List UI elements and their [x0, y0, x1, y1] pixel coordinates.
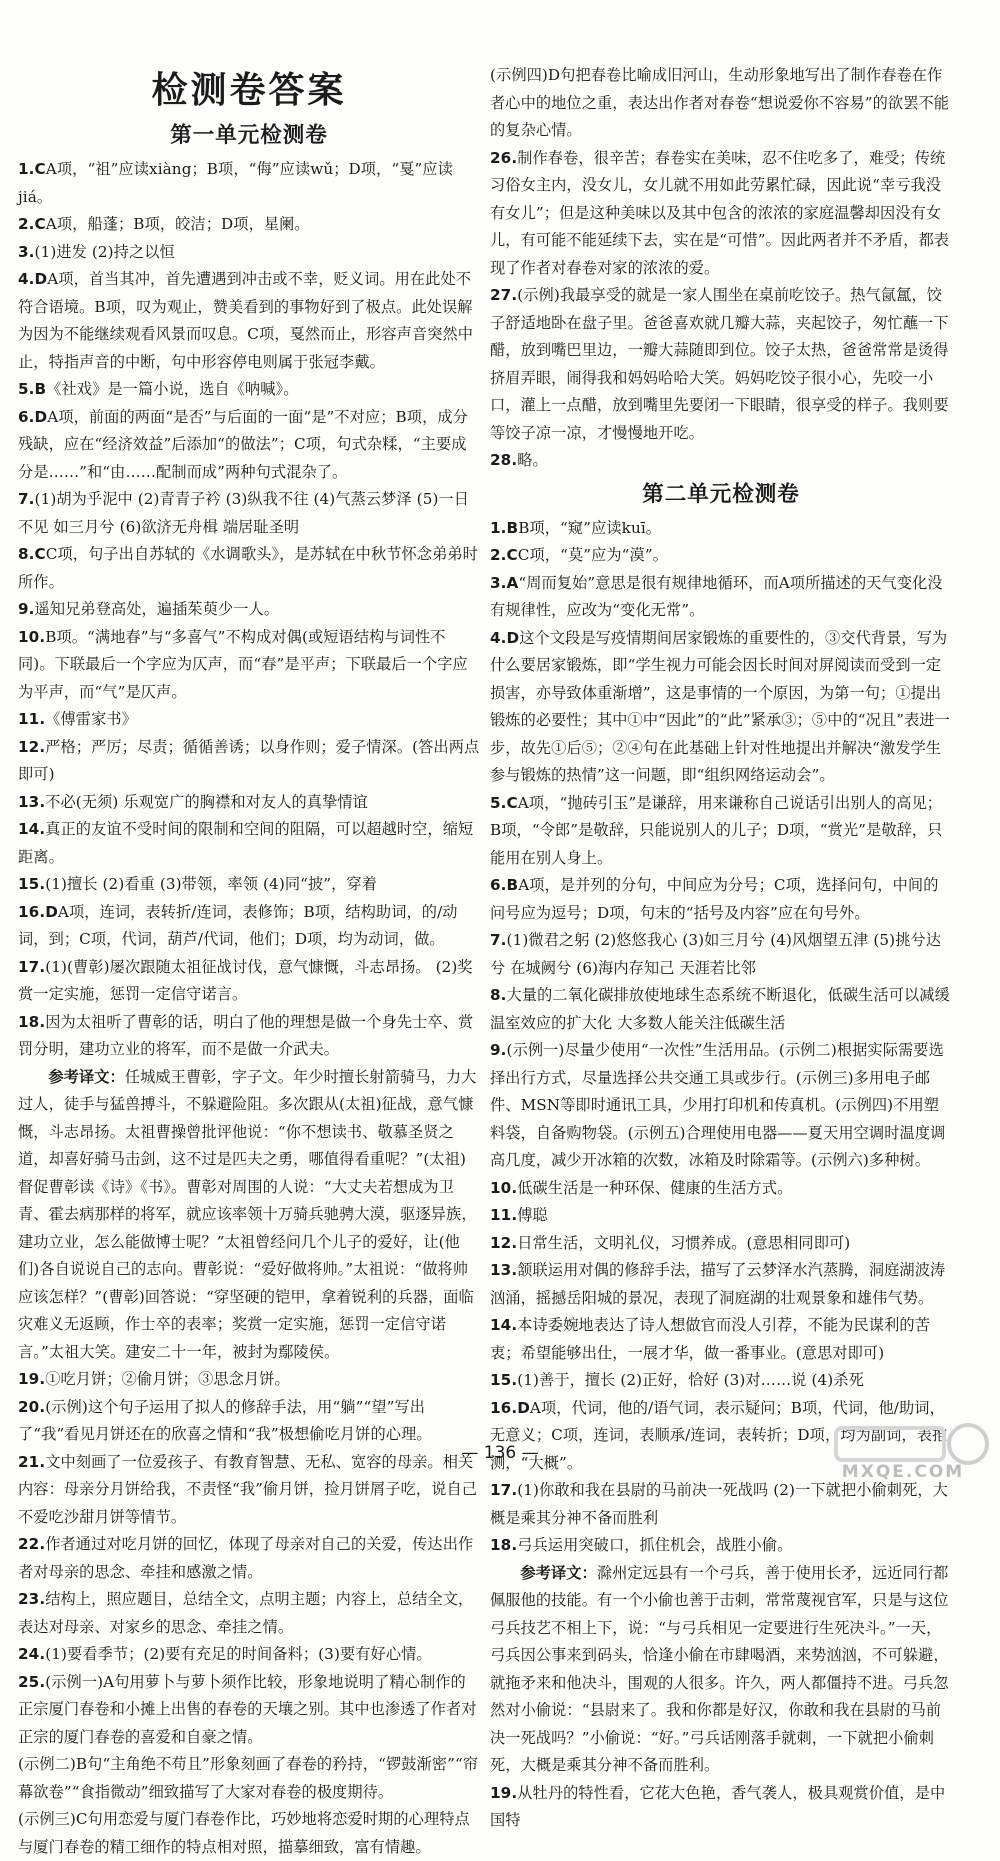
answer-item [18, 899, 480, 954]
answer-number: 26. [490, 148, 518, 167]
answer-text: 从牡丹的特性看，它花大色艳，香气袭人，极具观赏价值，是中国特 [490, 1783, 946, 1829]
answer-number: 14. [18, 820, 46, 838]
answer-number: 12. [18, 737, 46, 756]
answer-text: (1)你敢和我在县尉的马前决一死战吗 (2)一下就把小偷刺死，大概是乘其分神不备而胜利 [490, 1481, 948, 1527]
page-number: — 136 — [461, 1443, 539, 1463]
unit2-answer-list [490, 515, 952, 1560]
answer-text: A项，前面的两面“是否”与后面的一面“是”不对应；B项，成分残缺，应在“经济效益”后添加“的做法”；C项，句式杂糅，“主要成分是……”和“由……配制而成”两种句式混杂了。 [18, 407, 468, 481]
answer-text: 制作春卷，很辛苦；春卷实在美味，忍不住吃多了，难受；传统习俗女主内，没女儿，女儿就不用如此劳累忙碌，因此说“幸亏我没有女儿”；但是这种美味以及其中包含的浓浓的家庭温馨却因没有女儿，有可能不能延续下去，实在是“可惜”。因此两者并不矛盾，都表现了作者对春卷对家的浓浓的爱。 [490, 148, 950, 277]
answer-number: 11. [18, 710, 46, 728]
answer-text: (1)微君之躬 (2)悠悠我心 (3)如三月兮 (4)风烟望五津 (5)挑兮达兮 在城阙兮 (6)海内存知己 天涯若比邻 [490, 931, 942, 977]
answer-text: (示例)这个句子运用了拟人的修辞手法，用“躺”“望”写出了“我”看见月饼还在的欣喜之情和“我”极想偷吃月饼的心理。 [18, 1397, 432, 1443]
answer-item [490, 145, 952, 283]
answer-number: 2.C [18, 215, 46, 233]
answer-text: “周而复始”意思是很有规律地循环，而A项所描述的天气变化没有规律性，应改为“变化无常”。 [490, 573, 943, 619]
answer-text: 《社戏》是一篇小说，选自《呐喊》。 [46, 380, 299, 398]
answer-item [18, 1751, 480, 1806]
answer-text: (示例一)A句用萝卜与萝卜须作比较，形象地说明了精心制作的正宗厦门春卷和小摊上出售的春卷的天壤之别。其中也渗透了作者对正宗的厦门春卷的喜爱和自豪之情。 [18, 1672, 477, 1746]
answer-number: 2.C [490, 546, 518, 564]
answer-number: 14. [490, 1316, 518, 1334]
answer-item [490, 282, 952, 447]
answer-number: 19. [18, 1370, 46, 1388]
answer-item [18, 789, 480, 817]
answer-item [490, 515, 952, 543]
answer-item [18, 734, 480, 789]
answer-text: 因为太祖听了曹彰的话，明白了他的理想是做一个身先士卒、赏罚分明，建功立业的将军，而不是做一介武夫。 [18, 1012, 474, 1058]
answer-number: 8.C [18, 545, 46, 563]
answer-item [18, 156, 480, 211]
answer-item [490, 542, 952, 570]
answer-text: ①吃月饼；②偷月饼；③思念月饼。 [45, 1370, 290, 1388]
answer-number: 10. [18, 627, 46, 646]
answer-text: B项，“窥”应读kuī。 [518, 518, 662, 537]
answer-item [490, 62, 952, 145]
answer-item [18, 376, 480, 404]
answer-number: 19. [490, 1783, 518, 1802]
answer-text: A项，“抛砖引玉”是谦辞，用来谦称自己说话引出别人的高见；B项，“令郎”是敬辞，只能说别人的儿子；D项，“赏光”是敬辞，只能用在别人身上。 [490, 793, 943, 867]
answer-item [18, 1394, 480, 1449]
answer-item [490, 872, 952, 927]
answer-number: 22. [18, 1535, 46, 1553]
answer-text: C项，“莫”应为“漠”。 [517, 546, 668, 564]
answer-number: 20. [18, 1397, 46, 1416]
answer-text: 《傅雷家书》 [45, 710, 137, 728]
answer-item [490, 1202, 952, 1230]
answer-item [18, 486, 480, 541]
unit2-title: 第二单元检测卷 [642, 481, 800, 507]
unit1-answer-list [18, 156, 480, 1064]
answer-item [490, 790, 952, 873]
answer-number: 11. [490, 1206, 518, 1224]
answer-item [490, 927, 952, 982]
answer-number: 3.A [490, 573, 519, 592]
answer-number: 7. [490, 931, 507, 949]
answer-number: 1.C [18, 160, 46, 178]
answer-text: A项，代词，他的/语气词，表示疑问；B项，代词，他/助词，无意义；C项，连词，表顺承/连词，表转折；D项，均为副词，表推测，“大概”。 [490, 1398, 948, 1472]
unit1-answer-list-end [490, 62, 952, 475]
answer-number: 15. [490, 1371, 518, 1389]
answer-text: 文中刻画了一位爱孩子、有教育智慧、无私、宽容的母亲。相关内容：母亲分月饼给我，不责怪“我”偷月饼，捡月饼屑子吃，说自己不爱吃沙甜月饼等情节。 [18, 1452, 478, 1526]
left-column [18, 62, 480, 1861]
answer-text: 严格；严厉；尽责；循循善诱；以身作则；爱子情深。(答出两点即可) [18, 737, 480, 783]
answer-item [18, 1641, 480, 1669]
answer-item [18, 1009, 480, 1064]
answer-number: 18. [18, 1012, 46, 1031]
answer-text: B项。“满地春”与“多喜气”不构成对偶(或短语结构与词性不同)。下联最后一个字应为仄声，而“春”是平声；下联最后一个字应为平声，而“气”是仄声。 [18, 627, 468, 701]
answer-item [490, 1367, 952, 1395]
answer-number: 23. [18, 1590, 46, 1608]
answer-item [490, 982, 952, 1037]
answer-text: C项，句子出自苏轼的《水调歌头》，是苏轼在中秋节怀念弟弟时所作。 [18, 545, 478, 591]
answer-text: 结构上，照应题目，总结全文，点明主题；内容上，总结全文，表达对母亲、对家乡的思念、牵挂之情。 [18, 1590, 474, 1636]
unit1-title: 第一单元检测卷 [170, 123, 328, 148]
answer-number: 8. [490, 986, 507, 1004]
answer-number: 4.D [18, 270, 48, 288]
answer-text: A项，“祖”应读xiàng；B项，“侮”应读wǔ；D项，“戛”应读jiá。 [18, 160, 453, 206]
answer-text: (示例三)C句用恋爱与厦门春卷作比，巧妙地将恋爱时期的心理特点与厦门春卷的精工细作的特点相对照，描摹细致，富有情趣。 [18, 1810, 470, 1856]
answer-item [18, 816, 480, 871]
answer-item [490, 1780, 952, 1835]
answer-number: 4.D [490, 628, 520, 647]
answer-number: 21. [18, 1452, 46, 1471]
answer-number: 5.B [18, 380, 47, 398]
unit2-translation [490, 1560, 952, 1780]
answer-text: 弓兵运用突破口，抓住机会，战胜小偷。 [517, 1536, 793, 1554]
answer-item [18, 211, 480, 239]
watermark-text: MXQE.COM [841, 1462, 965, 1482]
answer-item [490, 1037, 952, 1175]
right-column [490, 62, 952, 1835]
answer-number: 9. [490, 1041, 507, 1059]
answer-item [490, 1312, 952, 1367]
answer-text: (1)(曹彰)屡次跟随太祖征战讨伐，意气慷慨，斗志昂扬。 (2)奖赏一定实施，惩罚一定信守诺言。 [18, 957, 473, 1003]
answer-number: 7. [18, 490, 35, 508]
unit1-answer-list-continued [18, 1366, 480, 1861]
translation-label: 参考译文： [48, 1067, 125, 1086]
answer-number: 9. [18, 600, 35, 618]
answer-text: A项，船蓬；B项，皎洁；D项，星阑。 [45, 215, 310, 233]
answer-number: 6.B [490, 876, 519, 894]
unit1-translation [18, 1064, 480, 1367]
answer-text: 这个文段是写疫情期间居家锻炼的重要性的，③交代背景，写为什么要居家锻炼，即“学生视力可能会因长时间对屏阅读而受到一定损害，亦导致体重渐增”，这是事情的一个原因，为第一句；①提出锻炼的必要性；其中①中“因此”的“此”紧承③；⑤中的“况且”表进一步，故先①后⑤；②④句在此基础上针对性地提出并解决“激发学生参与锻炼的热情”这一问题，即“组织网络运动会”。 [490, 628, 950, 784]
answer-text: (1)进发 (2)持之以恒 [34, 242, 175, 261]
answer-number: 15. [18, 875, 46, 893]
answer-text: 遥知兄弟登高处，遍插茱萸少一人。 [34, 600, 280, 618]
answer-item [18, 596, 480, 624]
answer-text: 略。 [517, 451, 548, 469]
answer-number: 28. [490, 451, 518, 469]
answer-number: 16.D [18, 902, 58, 921]
answer-item [18, 871, 480, 899]
answer-text: (1)胡为乎泥中 (2)青青子衿 (3)纵我不往 (4)气蒸云梦泽 (5)一日不见 如三月兮 (6)欲济无舟楫 端居耻圣明 [18, 490, 470, 536]
answer-text: A项，连词，表转折/连词，表修饰；B项，结构助词，的/动词，到；C项，代词，葫芦/代词，他们；D项，均为动词，做。 [18, 902, 458, 948]
answer-item [490, 1532, 952, 1560]
answer-item [18, 404, 480, 487]
answer-text: 真正的友谊不受时间的限制和空间的阻隔，可以超越时空，缩短距离。 [18, 820, 474, 866]
answer-item [18, 1586, 480, 1641]
answer-number: 12. [490, 1233, 518, 1252]
answer-text: (示例四)D句把春卷比喻成旧河山，生动形象地写出了制作春卷在作者心中的地位之重，表达出作者对春卷“想说爱你不容易”的欲罢不能的复杂心情。 [490, 66, 950, 139]
answer-number: 10. [490, 1178, 518, 1197]
answer-number: 17. [490, 1481, 518, 1499]
answer-number: 25. [18, 1672, 46, 1691]
answer-item [490, 1175, 952, 1203]
answer-text: 低碳生活是一种环保、健康的生活方式。 [517, 1178, 793, 1197]
page-title: 检测卷答案 [151, 70, 347, 111]
answer-item [18, 624, 480, 707]
answer-item [18, 1531, 480, 1586]
answer-item [490, 1477, 952, 1532]
answer-number: 1.B [490, 518, 519, 537]
translation-text: 滁州定远县有一个弓兵，善于使用长矛，远近同行都佩服他的技能。有一个小偷也善于击刺，常常蔑视官军，只是与这位弓兵技艺不相上下，说：“与弓兵相见一定要进行生死决斗。”一天，弓兵因公事来到码头，恰逢小偷在市肆喝酒，来势汹汹，不可躲避，就拖矛来和他决斗，围观的人很多。许久，两人都僵持不进。弓兵忽然对小偷说：“县尉来了。我和你都是好汉，你敢和我在县尉的马前决一死战吗？”小偷说：“好。”弓兵话刚落手就刺，一下就把小偷刺死，大概是乘其分神不备而胜利。 [490, 1563, 949, 1774]
answer-number: 13. [18, 792, 46, 811]
answer-text: (1)擅长 (2)看重 (3)带领，率领 (4)同“披”，穿着 [45, 875, 378, 893]
answer-item [490, 447, 952, 475]
answer-item [18, 954, 480, 1009]
answer-item [490, 570, 952, 625]
translation-label: 参考译文： [520, 1563, 597, 1582]
answer-item [18, 239, 480, 267]
answer-item [18, 1366, 480, 1394]
answer-text: (示例)我最享受的就是一家人围坐在桌前吃饺子。热气氤氲，饺子舒适地卧在盘子里。爸爸喜欢就几瓣大蒜，夹起饺子，匆忙蘸一下醋，放到嘴巴里边，一瓣大蒜随即到位。饺子太热，爸爸常常是烫得挤眉弄眼，闹得我和妈妈哈哈大笑。妈妈吃饺子很小心，先咬一小口，灌上一点醋，放到嘴里先要闭一下眼睛，很享受的样子。我则要等饺子凉一凉，才慢慢地开吃。 [490, 286, 949, 442]
answer-text: (1)要看季节；(2)要有充足的时间备料；(3)要有好心情。 [45, 1645, 432, 1663]
answer-number: 3. [18, 242, 35, 261]
answer-number: 17. [18, 957, 46, 976]
answer-number: 5.C [490, 793, 518, 812]
answer-text: 傅聪 [517, 1206, 548, 1224]
answer-text: 作者通过对吃月饼的回忆，体现了母亲对自己的关爱，传达出作者对母亲的思念、牵挂和感激之情。 [18, 1535, 474, 1581]
answer-number: 18. [490, 1536, 518, 1554]
answer-item [18, 266, 480, 376]
answer-item [490, 625, 952, 790]
answer-item [18, 541, 480, 596]
answer-item [18, 1669, 480, 1752]
answer-text: (1)善于，擅长 (2)正好，恰好 (3)对……说 (4)杀死 [517, 1371, 864, 1389]
answer-text: A项，首当其冲，首先遭遇到冲击或不幸，贬义词。用在此处不符合语境。B项，叹为观止，赞美看到的事物好到了极点。此处误解为因为不能继续观看风景而叹息。C项，戛然而止，形容声音突然中止，特指声音的中断，句中形容停电则属于张冠李戴。 [18, 270, 474, 371]
answer-number: 24. [18, 1645, 46, 1663]
answer-text: 不必(无须) 乐观宽广的胸襟和对友人的真挚情谊 [45, 792, 368, 811]
answer-text: (示例二)B句“主角绝不苟且”形象刻画了春卷的矜持，“锣鼓渐密”“帘幕欲卷”“食指微动”细致描写了大家对春卷的极度期待。 [18, 1755, 479, 1801]
answer-item [18, 1806, 480, 1861]
answer-number: 27. [490, 286, 518, 304]
answer-number: 13. [490, 1261, 518, 1279]
answer-item [490, 1230, 952, 1258]
answer-text: 颔联运用对偶的修辞手法，描写了云梦泽水汽蒸腾，洞庭湖波涛汹涌，摇撼岳阳城的景况，表现了洞庭湖的壮观景象和雄伟气势。 [490, 1261, 946, 1307]
answer-text: (示例一)尽量少使用“一次性”生活用品。(示例二)根据实际需要选择出行方式，尽量选择公共交通工具或步行。(示例三)多用电子邮件、MSN等即时通讯工具，少用打印机和传真机。(示例四)不用塑料袋，自备购物袋。(示例五)合理使用电器——夏天用空调时温度调高几度，减少开冰箱的次数，冰箱及时除霜等。(示例六)多种树。 [490, 1041, 946, 1169]
answer-text: 本诗委婉地表达了诗人想做官而没人引荐，不能为民谋利的苦衷；希望能够出仕，一展才华，做一番事业。(意思对即可) [490, 1316, 930, 1362]
answer-item [490, 1257, 952, 1312]
answer-text: 日常生活，文明礼仪，习惯养成。(意思相同即可) [517, 1233, 851, 1252]
answer-number: 16.D [490, 1398, 530, 1417]
answer-item [18, 706, 480, 734]
answer-number: 6.D [18, 407, 48, 426]
answer-text: A项，是并列的分句，中间应为分号；C项，选择问句，中间的问号应为逗号；D项，句末的“括号及内容”应在句号外。 [490, 876, 939, 922]
translation-text: 任城威王曹彰，字子文。年少时擅长射箭骑马，力大过人，徒手与猛兽搏斗，不躲避险阻。多次跟从(太祖)征战，意气慷慨，斗志昂扬。太祖曹操曾批评他说：“你不想读书、敬慕圣贤之道，却喜好骑马击剑，这不过是匹夫之勇，哪值得看重呢？”(太祖)督促曹彰读《诗》《书》。曹彰对周围的人说：“大丈夫若想成为卫青、霍去病那样的将军，就应该率领十万骑兵驰骋大漠，驱逐异族，建功立业，怎么能做博士呢？”太祖曾经问几个儿子的爱好，让(他们)各自说说自己的志向。曹彰说：“爱好做将帅。”太祖说：“做将帅应该怎样？”(曹彰)回答说：“穿坚硬的铠甲，拿着锐利的兵器，面临灾难义无返顾，作士卒的表率；奖赏一定实施，惩罚一定信守诺言。”太祖大笑。建安二十一年，被封为鄢陵侯。 [18, 1067, 477, 1361]
answer-text: 大量的二氧化碳排放使地球生态系统不断退化，低碳生活可以减缓温室效应的扩大化 大多数人能关注低碳生活 [490, 986, 950, 1032]
